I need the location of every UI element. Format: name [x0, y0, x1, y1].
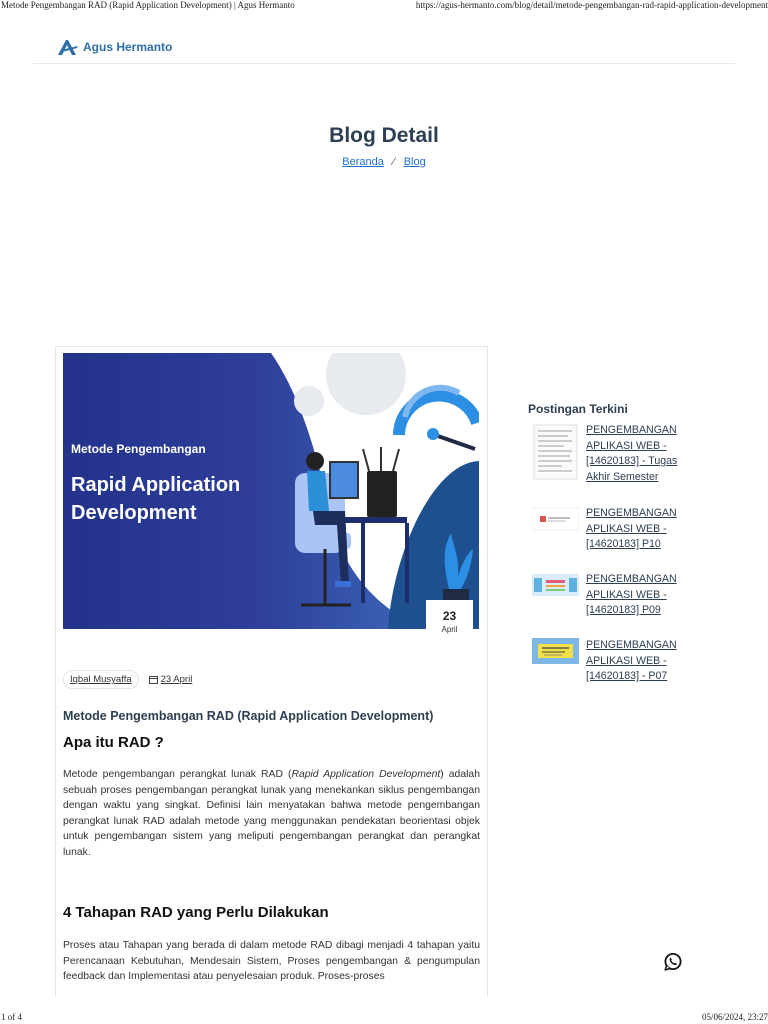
- recent-post-thumbnail: [532, 506, 579, 532]
- recent-post-thumbnail: [532, 572, 579, 598]
- whatsapp-chat-button[interactable]: [663, 952, 683, 977]
- post-banner-image: [63, 353, 479, 629]
- page-title: Blog Detail: [329, 124, 439, 147]
- logo-mark-icon: [57, 38, 79, 56]
- post-author-link[interactable]: Iqbal Musyaffa: [63, 670, 139, 689]
- print-footer: [0, 1010, 768, 1024]
- date-badge-day: 23: [442, 609, 457, 623]
- breadcrumb-home-link[interactable]: Beranda: [342, 156, 384, 168]
- recent-post-item[interactable]: [532, 638, 696, 685]
- date-badge-month: April: [441, 625, 458, 634]
- recent-post-thumbnail: [532, 638, 579, 664]
- print-page-number: 1 of 4: [1, 1012, 22, 1022]
- recent-post-link[interactable]: PENGEMBANGAN APLIKASI WEB - [14620183] P10: [586, 507, 677, 550]
- site-logo[interactable]: [57, 38, 172, 56]
- breadcrumb: [0, 156, 768, 168]
- logo-text: Agus Hermanto: [83, 40, 173, 54]
- print-header: [0, 0, 768, 12]
- breadcrumb-separator: ⁄: [392, 156, 395, 168]
- section-heading-apa-itu-rad: Apa itu RAD ?: [63, 734, 164, 751]
- recent-post-thumbnail: [532, 423, 579, 481]
- recent-post-item[interactable]: [532, 506, 696, 553]
- post-paragraph-2: Proses atau Tahapan yang berada di dalam metode RAD dibagi menjadi 4 tahapan yaitu Perencanaan Kebutuhan, Mendesain Sistem, Proses pengembangan & pengumpulan feedback dan Implementasi atau penyelesaian produk. Proses-proses: [63, 940, 480, 983]
- recent-post-item[interactable]: [532, 572, 696, 619]
- breadcrumb-blog-link[interactable]: Blog: [403, 156, 426, 168]
- whatsapp-icon: [663, 952, 683, 972]
- section-heading-4-tahapan: 4 Tahapan RAD yang Perlu Dilakukan: [63, 904, 329, 921]
- blog-post-card: [55, 346, 488, 997]
- banner-title-line2: Development: [71, 502, 197, 524]
- print-page-title: Metode Pengembangan RAD (Rapid Application Development) | Agus Hermanto: [1, 0, 295, 10]
- site-header: [33, 28, 735, 64]
- recent-post-link[interactable]: PENGEMBANGAN APLIKASI WEB - [14620183] - P07: [586, 639, 677, 682]
- recent-post-link[interactable]: PENGEMBANGAN APLIKASI WEB - [14620183] P09: [586, 573, 677, 616]
- post-date-badge: [426, 600, 473, 640]
- banner-subtitle: Metode Pengembangan: [71, 442, 206, 456]
- post-date-text: 23 April: [160, 674, 193, 685]
- print-datetime: 05/06/2024, 23:27: [701, 1012, 768, 1022]
- calendar-icon: [149, 675, 158, 684]
- post-meta: [63, 670, 192, 689]
- banner-title-line1: Rapid Application: [71, 474, 241, 496]
- post-paragraph-1: Metode pengembangan perangkat lunak RAD (Rapid Application Development) adalah sebuah proses pengembangan perangkat lunak yang menekankan siklus pengembangan dengan waktu yang singkat. Definisi lain menyatakan bahwa metode pengembangan perangkat lunak RAD adalah metode yang menggunakan pendekatan beorientasi objek untuk pengembangan sistem yang meliputi pengembangan perangkat dan perangkat lunak.: [63, 769, 480, 858]
- recent-post-item[interactable]: [532, 423, 696, 485]
- recent-posts-title: Postingan Terkini: [528, 402, 628, 416]
- recent-post-link[interactable]: PENGEMBANGAN APLIKASI WEB - [14620183] - Tugas Akhir Semester: [586, 424, 678, 483]
- post-date-link[interactable]: [149, 674, 193, 685]
- post-title: Metode Pengembangan RAD (Rapid Application Development): [63, 709, 434, 723]
- print-page-url: https://agus-hermanto.com/blog/detail/metode-pengembangan-rad-rapid-application-development: [415, 0, 768, 10]
